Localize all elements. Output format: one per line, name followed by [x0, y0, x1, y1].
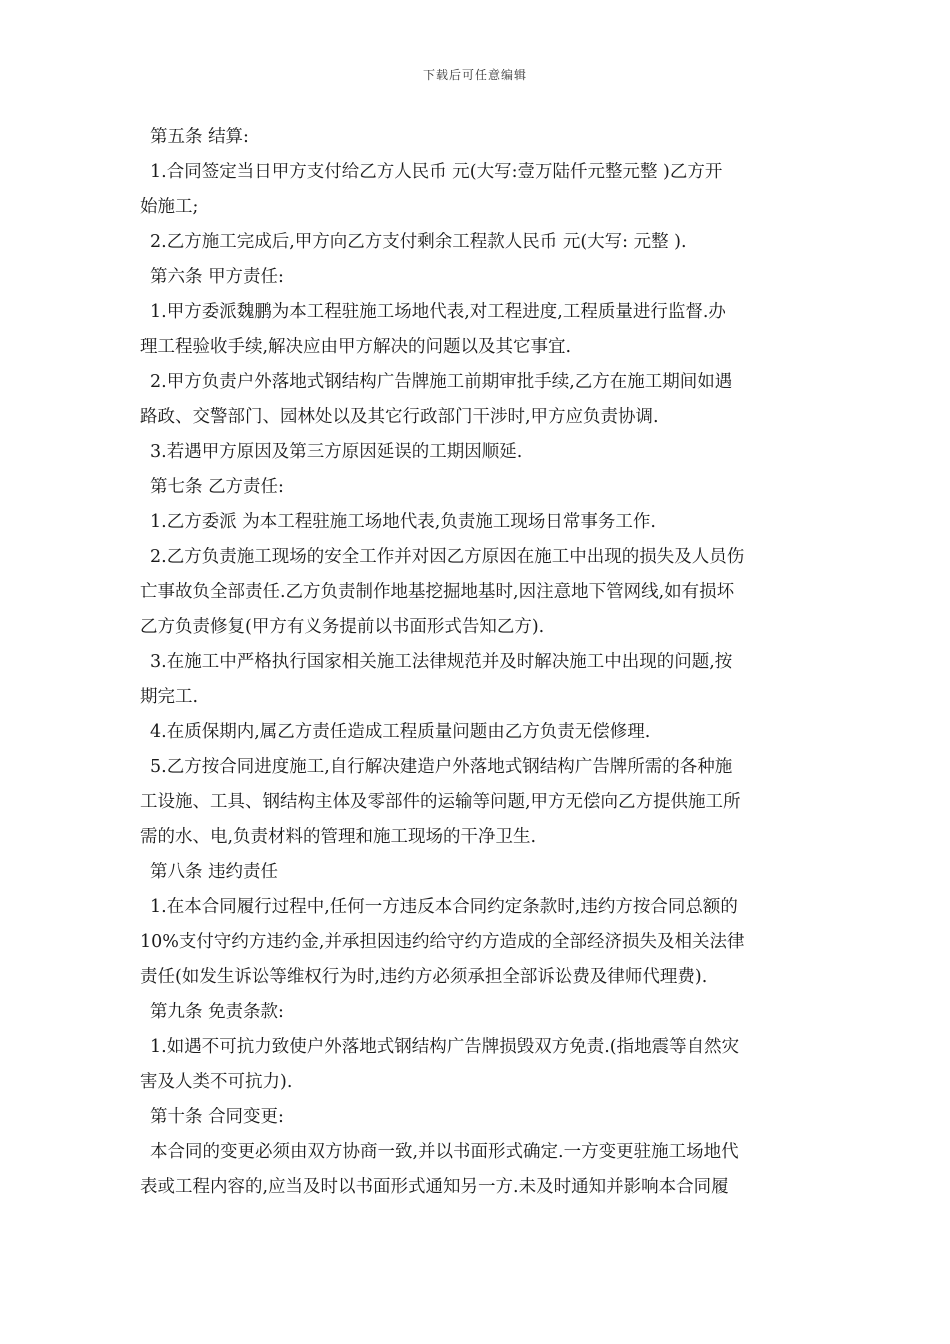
contract-line: 责任(如发生诉讼等维权行为时,违约方必须承担全部诉讼费及律师代理费). — [140, 967, 708, 987]
contract-line: 乙方负责修复(甲方有义务提前以书面形式告知乙方). — [140, 617, 545, 637]
contract-line: 第六条 甲方责任: — [150, 267, 284, 287]
contract-line: 第九条 免责条款: — [150, 1002, 284, 1022]
contract-line: 期完工. — [140, 687, 199, 707]
contract-line: 工设施、工具、钢结构主体及零部件的运输等问题,甲方无偿向乙方提供施工所 — [140, 792, 741, 812]
contract-line: 5.乙方按合同进度施工,自行解决建造户外落地式钢结构广告牌所需的各种施 — [150, 757, 733, 777]
contract-line: 4.在质保期内,属乙方责任造成工程质量问题由乙方负责无偿修理. — [150, 722, 651, 742]
contract-line: 理工程验收手续,解决应由甲方解决的问题以及其它事宜. — [140, 337, 572, 357]
contract-line: 第七条 乙方责任: — [150, 477, 284, 497]
contract-line: 2.甲方负责户外落地式钢结构广告牌施工前期审批手续,乙方在施工期间如遇 — [150, 372, 733, 392]
contract-line: 3.若遇甲方原因及第三方原因延误的工期因顺延. — [150, 442, 523, 462]
contract-line: 2.乙方负责施工现场的安全工作并对因乙方原因在施工中出现的损失及人员伤 — [150, 547, 745, 567]
contract-body — [140, 120, 812, 1205]
contract-line: 表或工程内容的,应当及时以书面形式通知另一方.未及时通知并影响本合同履 — [140, 1177, 729, 1197]
contract-line: 1.甲方委派魏鹏为本工程驻施工场地代表,对工程进度,工程质量进行监督.办 — [150, 302, 726, 322]
contract-line: 3.在施工中严格执行国家相关施工法律规范并及时解决施工中出现的问题,按 — [150, 652, 733, 672]
contract-line: 1.乙方委派 为本工程驻施工场地代表,负责施工现场日常事务工作. — [150, 512, 656, 532]
contract-line: 本合同的变更必须由双方协商一致,并以书面形式确定.一方变更驻施工场地代 — [150, 1142, 739, 1162]
contract-line: 1.如遇不可抗力致使户外落地式钢结构广告牌损毁双方免责.(指地震等自然灾 — [150, 1037, 740, 1057]
contract-line: 路政、交警部门、园林处以及其它行政部门干涉时,甲方应负责协调. — [140, 407, 659, 427]
contract-line: 需的水、电,负责材料的管理和施工现场的干净卫生. — [140, 827, 537, 847]
contract-line: 始施工; — [140, 197, 199, 217]
contract-line: 第八条 违约责任 — [150, 862, 279, 882]
contract-line: 10%支付守约方违约金,并承担因违约给守约方造成的全部经济损失及相关法律 — [140, 932, 745, 952]
contract-line: 2.乙方施工完成后,甲方向乙方支付剩余工程款人民币 元(大写: 元整 ). — [150, 232, 687, 252]
contract-line: 亡事故负全部责任.乙方负责制作地基挖掘地基时,因注意地下管网线,如有损坏 — [140, 582, 735, 602]
contract-line: 1.在本合同履行过程中,任何一方违反本合同约定条款时,违约方按合同总额的 — [150, 897, 738, 917]
contract-line: 第十条 合同变更: — [150, 1107, 284, 1127]
contract-line: 1.合同签定当日甲方支付给乙方人民币 元(大写:壹万陆仟元整元整 )乙方开 — [150, 162, 723, 182]
page-header: 下载后可任意编辑 — [422, 68, 527, 82]
contract-line: 第五条 结算: — [150, 127, 249, 147]
contract-line: 害及人类不可抗力). — [140, 1072, 293, 1092]
